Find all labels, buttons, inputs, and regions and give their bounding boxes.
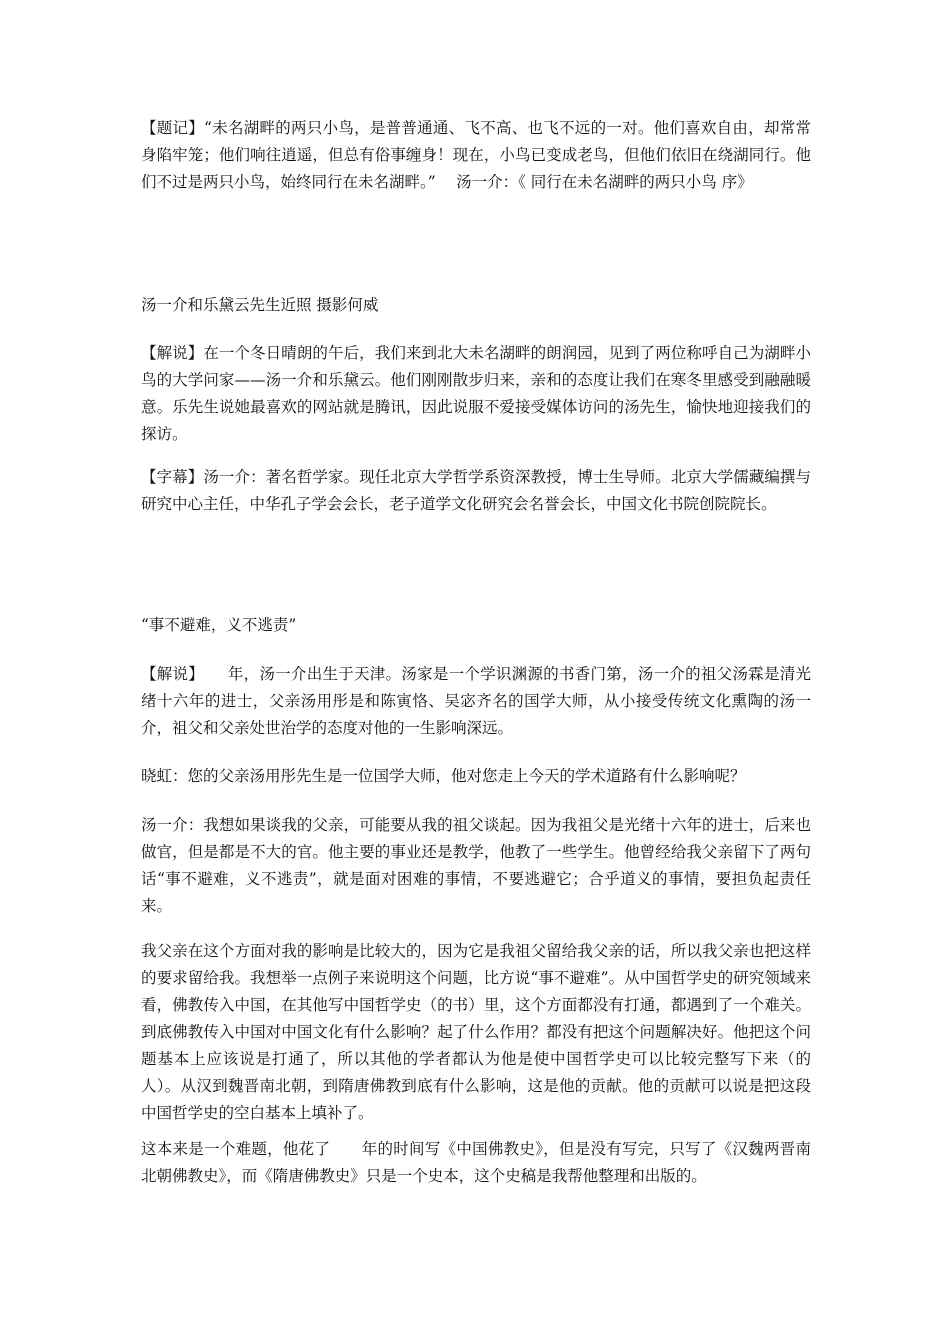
inscription-paragraph: 【题记】“未名湖畔的两只小鸟，是普普通通、飞不高、也飞不远的一对。他们喜欢自由，却常常身陷牢笼；他们响往逍遥，但总有俗事缠身！现在，小鸟已变成老鸟，但他们依旧在绕湖同行。他们不过是两只小鸟，始终同行在未名湖畔。” 汤一介：《 同行在未名湖畔的两只小鸟 序》 [141,119,811,191]
photo-caption: 汤一介和乐黛云先生近照 摄影何威 [141,296,379,314]
narration-paragraph-2: 【解说】 年，汤一介出生于天津。汤家是一个学识渊源的书香门第，汤一介的祖父汤霖是清光绪十六年的进士，父亲汤用彤是和陈寅恪、吴宓齐名的国学大师，从小接受传统文化熏陶的汤一介，祖父和父亲处世治学的态度对他的一生影响深远。 [141,665,811,737]
section-heading: “事不避难，义不逃责” [141,616,297,634]
interview-answer-2: 我父亲在这个方面对我的影响是比较大的，因为它是我祖父留给我父亲的话，所以我父亲也把这样的要求留给我。我想举一点例子来说明这个问题，比方说“事不避难”。从中国哲学史的研究领域来看，佛教传入中国，在其他写中国哲学史（的书）里，这个方面都没有打通，都遇到了一个难关。到底佛教传入中国对中国文化有什么影响？起了什么作用？都没有把这个问题解决好。他把这个问题基本上应该说是打通了，所以其他的学者都认为他是使中国哲学史可以比较完整写下来（的人）。从汉到魏晋南北朝，到隋唐佛教到底有什么影响，这是他的贡献。他的贡献可以说是把这段中国哲学史的空白基本上填补了。 [141,942,811,1122]
interview-answer-1: 汤一介：我想如果谈我的父亲，可能要从我的祖父谈起。因为我祖父是光绪十六年的进士，后来也做官，但是都是不大的官。他主要的事业还是教学，他教了一些学生。他曾经给我父亲留下了两句话“事不避难，义不逃责”，就是面对困难的事情，不要逃避它；合乎道义的事情，要担负起责任来。 [141,816,811,915]
subtitle-card-paragraph: 【字幕】汤一介：著名哲学家。现任北京大学哲学系资深教授，博士生导师。北京大学儒藏编撰与研究中心主任，中华孔子学会会长，老子道学文化研究会名誉会长，中国文化书院创院院长。 [141,468,811,513]
interview-question-1: 晓虹：您的父亲汤用彤先生是一位国学大师，他对您走上今天的学术道路有什么影响呢？ [141,767,746,785]
interview-answer-3: 这本来是一个难题，他花了 年的时间写《中国佛教史》，但是没有写完，只写了《汉魏两晋南北朝佛教史》，而《隋唐佛教史》只是一个史本，这个史稿是我帮他整理和出版的。 [141,1140,811,1185]
narration-paragraph-1: 【解说】在一个冬日晴朗的午后，我们来到北大未名湖畔的朗润园，见到了两位称呼自己为湖畔小鸟的大学问家——汤一介和乐黛云。他们刚刚散步归来，亲和的态度让我们在寒冬里感受到融融暖意。乐先生说她最喜欢的网站就是腾讯，因此说服不爱接受媒体访问的汤先生，愉快地迎接我们的探访。 [141,344,811,443]
